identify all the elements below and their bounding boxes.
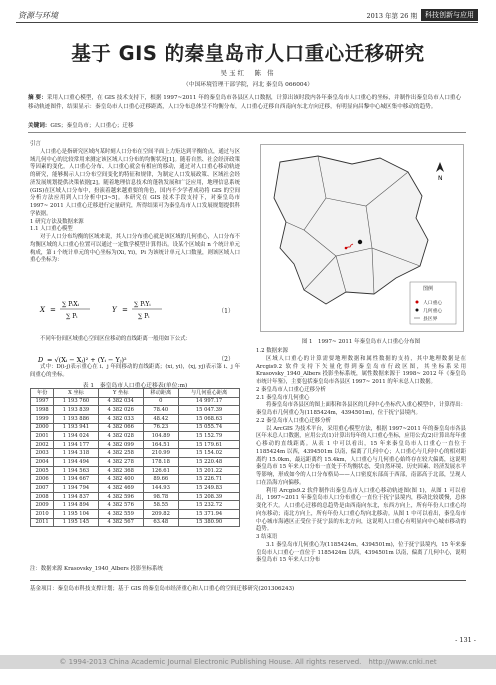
table-cell: 1 193 839 (54, 406, 99, 415)
keywords-label: 关键词： (28, 123, 51, 129)
table-cell: 15 208.39 (179, 492, 240, 501)
body-paragraph: 3.1 秦皇岛市几何重心为(1185424m，4394501m)，位于抚宁县境内，15 年来秦皇岛市人口重心一直位于 1185424m 以西，4394501m 以南，偏离了几何中心，说明秦皇岛市 15 年来人口分布 (256, 541, 466, 564)
table-cell: 4 382 033 (98, 414, 143, 423)
svg-text:∑ Pᵢ: ∑ Pᵢ (138, 313, 150, 320)
left-column-2 (30, 336, 240, 344)
map-caption: 图 1 1997~ 2011 年秦皇岛市人口重心分布图 (301, 339, 421, 345)
table-cell: 76.23 (143, 423, 179, 432)
table-cell: 1 195 145 (54, 518, 99, 527)
table-cell: 2008 (31, 492, 54, 501)
body-paragraph: 式中：D(i-j)表示重心在 i、j 年间移动的直线距离；(xi, yi)，(xj, yj)表示第 i、j 年间重心的坐标。 (30, 364, 240, 378)
body-paragraph: 人口重心是指研究区域内某时刻人口分布在空间平面上力矩达到平衡的点，通过与区域几何中心的比较常用来测定该区域人口分布的均衡状况[1]。随着自然、社会经济政策等因素的变化，人口重心分布、人口重心就会有相应的移动，通过对人口重心移动轨迹的研究，能够揭示人口分布空间变化的特征和规律，为制定人口发展政策、区域社会经济发展规划提供决策依据[2]。随着地理信息技术的蓬勃发展和广泛应用，地理信息系统(GIS)在区域人口分布中，扮演着越来越重要的角色，国内不少学者成功将 GIS 的空间分析方法应用到人口分析中[3~5]。本研究在 GIS 技术手段支持下，对秦皇岛市 1997~ 2011 人口重心迁移进行定量研究，所得结果可为秦皇岛市人口发展规划提供科学依据。 (30, 148, 240, 217)
table-cell: 4 382 034 (98, 397, 143, 406)
table-cell: 2010 (31, 509, 54, 518)
svg-text:Y: Y (112, 306, 117, 314)
table-cell: 4 382 400 (98, 475, 143, 484)
body-paragraph: 区域人口重心的计算需要地理数据和属性数据的支持，其中地理数据是在 Arcgis9.2 软件支持下矢量化得到秦皇岛市行政区图，其坐标系采用 Krasovsky_1940_Albers 投影坐标系统，属性数据来源于 1998~ 2012 年《秦皇岛市统计年鉴》，主要包括秦皇岛市各县区 1997~ 2011 的年末总人口数据。 (256, 355, 466, 385)
table-cell: 48.42 (143, 414, 179, 423)
section-heading: 1.2 数据来源 (256, 348, 288, 354)
table-header-cell: Y 坐标 (98, 389, 143, 398)
table-cell: 15 047.39 (179, 406, 240, 415)
table-cell: 15 068.63 (179, 414, 240, 423)
legend-item: 几何重心 (423, 309, 443, 314)
table-cell: 15 201.22 (179, 466, 240, 475)
section-heading: 2.1 秦皇岛市几何重心 (256, 394, 310, 401)
table-cell: 15 232.72 (179, 501, 240, 510)
table-cell: 78.40 (143, 406, 179, 415)
table-cell: 98.78 (143, 492, 179, 501)
table-cell: 2005 (31, 466, 54, 475)
table-row (31, 458, 240, 467)
svg-text:∑ Pᵢ: ∑ Pᵢ (66, 313, 78, 320)
abstract-label: 摘 要： (28, 95, 47, 101)
table-cell: 2001 (31, 432, 54, 441)
table-cell: 4 382 576 (98, 501, 143, 510)
body-paragraph: 以 ArcGIS 为技术平台，采用重心模型方法，根据 1997~2011 年的秦皇岛市各县区年末总人口数据，应用公式(1)计算出每年的人口重心坐标，应用公式(2)计算出每年重心移动的直线距离。从表 1 中可以看出，15 年来秦皇岛市人口重心一直位于 1185424m 以西，4394501m 以南，偏离了几何中心；人口重心与几何中心的相对距离约 15.0km，最远距离约 15.4km，人口重心与几何重心始终存在较大偏离，这说明秦皇岛市 15 年来人口分布一直处于不均衡状态，受自然环境、历史因素、经济发展水平等影响，形成如今的人口分布格局——人口密度东部高于西部，南部高于北部，呈现人口在沿海方向偏移。 (256, 425, 466, 486)
table-row (31, 484, 240, 493)
table-cell: 2007 (31, 484, 54, 493)
table-cell: 2004 (31, 458, 54, 467)
table-header-cell: X 坐标 (54, 389, 99, 398)
formula-2-number: （2） (218, 356, 234, 363)
paper-title: 基于 GIS 的秦皇岛市人口重心迁移研究 (71, 42, 425, 65)
legend-item: 县区界 (423, 317, 438, 322)
table-cell: 15 220.48 (179, 458, 240, 467)
body-paragraph: 对于人口分布均衡的区域来说，其人口分布重心就是该区域的几何重心，人口分布不均衡区域的人口重心位置可以通过一定数学模型计算得出。设某个区域由 n 个统计单元构成，第 i 个统计单元的中心坐标为(Xi, Yi)，Pi 为该统计单元人口数量，则该区域人口重心坐标为： (30, 234, 240, 264)
funding-note: 基金项目：秦皇岛市科技支撑计划；基于 GIS 的秦皇岛市经济重心和人口重心的空间迁移研究(201306243) (30, 580, 466, 592)
table-cell: 15 152.79 (179, 432, 240, 441)
page-number: - 131 - (455, 636, 476, 644)
table-note: 注：数据来源 Krasovsky_1940_Albers 投影坐标系统 (30, 566, 163, 572)
table-cell: 4 382 258 (98, 449, 143, 458)
abstract-text: 采用人口重心模型，在 GIS 技术支持下，根据 1997~2011 年的秦皇岛市各县区人口数据，计算出该时段内各年秦皇岛市人口重心的坐标，并制作出秦皇岛市人口重心移动轨迹图件，结果显示：秦皇岛市人口重心迁移距离，人口分布总体呈不均衡分布，人口重心迁移自西南向东北方向迁移，有明显向昌黎中心城区集中移动的趋势。 (28, 95, 462, 110)
authors: 吴玉红 陈 伟 (220, 69, 276, 77)
table-cell: 1 193 941 (54, 423, 99, 432)
svg-text:∑ PᵢXᵢ: ∑ PᵢXᵢ (62, 301, 79, 308)
table-header-cell: 年份 (31, 389, 54, 398)
section-heading: 2 秦皇岛市人口重心迁移分析 (256, 386, 326, 393)
svg-text:=: = (122, 306, 128, 314)
table-cell: 1998 (31, 406, 54, 415)
abstract-divider (28, 132, 466, 133)
section-heading: 1.1 人口重心模型 (30, 226, 73, 233)
page-header (16, 9, 478, 23)
population-centroid-marker (345, 247, 348, 250)
table-row (31, 449, 240, 458)
table-cell: 2006 (31, 475, 54, 484)
keywords-text: GIS；秦皇岛市；人口重心；迁移 (50, 123, 134, 129)
legend-item: 人口重心 (423, 301, 443, 306)
body-paragraph: 利用 Arcgis9.2 软件制作出秦皇岛市人口重心移动轨迹图(图 1)，从图 1 可以看出，1997~2011 年秦皇岛市人口分布重心一直位于抚宁县境内，移动比较缓慢，总体变化不大。人口重心迁移的总趋势是由西南向东北，东西方向上，所有年份人口重心均向东移动；南北方向上，所有年份人口重心均向北移动。从图 1 中可以看出，秦皇岛市中心城市海港区正受位于抚宁县的东北方向，这说明人口重心有明显向中心城市移动的趋势。 (256, 487, 466, 533)
left-column (30, 141, 240, 265)
svg-text:∑ PᵢYᵢ: ∑ PᵢYᵢ (134, 301, 151, 308)
table-row (31, 406, 240, 415)
table-cell: 4 382 559 (98, 509, 143, 518)
table-cell: 15 179.61 (179, 440, 240, 449)
map-figure (260, 144, 464, 332)
formula-1 (34, 297, 234, 323)
table-cell: 1999 (31, 414, 54, 423)
table-cell: 58.55 (143, 501, 179, 510)
table-cell: 1997 (31, 397, 54, 406)
table-header-row (31, 389, 240, 398)
svg-text:= √(Xᵢ − Xⱼ)² + (Yᵢ − Yⱼ)²: = √(Xᵢ − Xⱼ)² + (Yᵢ − Yⱼ)² (47, 356, 127, 364)
issue-label: 2013 年第 26 期 (366, 11, 417, 20)
section-heading: 3 结束语 (256, 534, 278, 540)
table-row (31, 509, 240, 518)
svg-text:N: N (438, 175, 443, 182)
body-paragraph: 不同年份间区域重心空间区位移动的直线距离一般用如下公式： (40, 336, 191, 342)
table-cell: 2000 (31, 423, 54, 432)
table-cell: 1 194 794 (54, 484, 99, 493)
table-cell: 63.48 (143, 518, 179, 527)
table-row (31, 397, 240, 406)
table-cell: 15 380.90 (179, 518, 240, 527)
table-cell: 1 194 494 (54, 458, 99, 467)
table-cell: 1 194 024 (54, 432, 99, 441)
table-cell: 0 (143, 397, 179, 406)
geometric-centroid-marker (358, 240, 362, 244)
copyright-footer: © 1994-2013 China Academic Journal Electronic Publishing House. All rights reserved. http://www.cnki.net (0, 655, 496, 669)
table-cell: 15 371.94 (179, 509, 240, 518)
table-cell: 2011 (31, 518, 54, 527)
table-cell: 104.89 (143, 432, 179, 441)
table-cell: 89.66 (143, 475, 179, 484)
table-cell: 178.18 (143, 458, 179, 467)
table-row (31, 440, 240, 449)
table-cell: 1 194 563 (54, 466, 99, 475)
affiliation: （中国环境管理干部学院，河北 秦皇岛 066004） (182, 82, 314, 88)
table-row (31, 466, 240, 475)
right-column (256, 348, 466, 565)
table-cell: 164.51 (143, 440, 179, 449)
table-cell: 1 194 318 (54, 449, 99, 458)
table-cell: 209.82 (143, 509, 179, 518)
table-cell: 15 055.74 (179, 423, 240, 432)
journal-name: 资源与环境 (18, 11, 58, 20)
section-heading: 引言 (30, 141, 41, 147)
table-cell: 2009 (31, 501, 54, 510)
left-column-3 (30, 364, 240, 380)
table-row (31, 492, 240, 501)
table-row (31, 518, 240, 527)
table-cell: 210.99 (143, 449, 179, 458)
table-cell: 4 382 469 (98, 484, 143, 493)
table-cell: 1 195 104 (54, 509, 99, 518)
section-tag: 科技创新与应用 (421, 9, 478, 21)
formula-1-graphic (34, 297, 204, 323)
keywords (28, 121, 134, 129)
table-cell: 14 997.17 (179, 397, 240, 406)
table-cell: 4 382 099 (98, 440, 143, 449)
table-cell: 1 194 894 (54, 501, 99, 510)
table-cell: 1 194 667 (54, 475, 99, 484)
table-row (31, 432, 240, 441)
table-header-cell: 与几何重心距离 (179, 389, 240, 398)
table-cell: 144.93 (143, 484, 179, 493)
table-cell: 4 382 368 (98, 466, 143, 475)
table-row (31, 423, 240, 432)
table-cell: 2003 (31, 449, 54, 458)
table-cell: 2002 (31, 440, 54, 449)
section-heading: 2.2 秦皇岛市人口重心迁移分析 (256, 417, 331, 424)
abstract (28, 94, 466, 111)
table-row (31, 475, 240, 484)
svg-text:D: D (38, 356, 44, 364)
table-caption: 表 1 秦皇岛市人口重心迁移表(单位:m) (82, 383, 188, 389)
header-right (366, 9, 478, 21)
table-header-cell: 移动距离 (143, 389, 179, 398)
table-cell: 15 226.71 (179, 475, 240, 484)
svg-text:X: X (40, 306, 45, 314)
data-table (30, 388, 240, 527)
table-cell: 4 382 026 (98, 406, 143, 415)
table-cell: 1 193 886 (54, 414, 99, 423)
table-cell: 4 382 028 (98, 432, 143, 441)
svg-text:=: = (50, 306, 56, 314)
table-cell: 1 193 760 (54, 397, 99, 406)
formula-1-number: （1） (218, 308, 234, 315)
body-paragraph: 将秦皇岛市各县区的图上面积和各县区的几何中心坐标代入重心模型中，计算得出：秦皇岛市几何重心为(1185424m，4394501m)，位于抚宁县境内。 (256, 402, 466, 416)
table-cell: 4 382 066 (98, 423, 143, 432)
table-cell: 15 249.83 (179, 484, 240, 493)
table-row (31, 414, 240, 423)
table-cell: 4 382 596 (98, 492, 143, 501)
table-cell: 126.61 (143, 466, 179, 475)
table-row (31, 501, 240, 510)
table-cell: 4 382 567 (98, 518, 143, 527)
table-cell: 1 194 177 (54, 440, 99, 449)
legend-title: 图例 (423, 286, 434, 292)
table-cell: 4 382 278 (98, 458, 143, 467)
table-cell: 1 194 837 (54, 492, 99, 501)
section-heading: 1 研究方法及数据来源 (30, 218, 84, 225)
table-cell: 15 154.02 (179, 449, 240, 458)
